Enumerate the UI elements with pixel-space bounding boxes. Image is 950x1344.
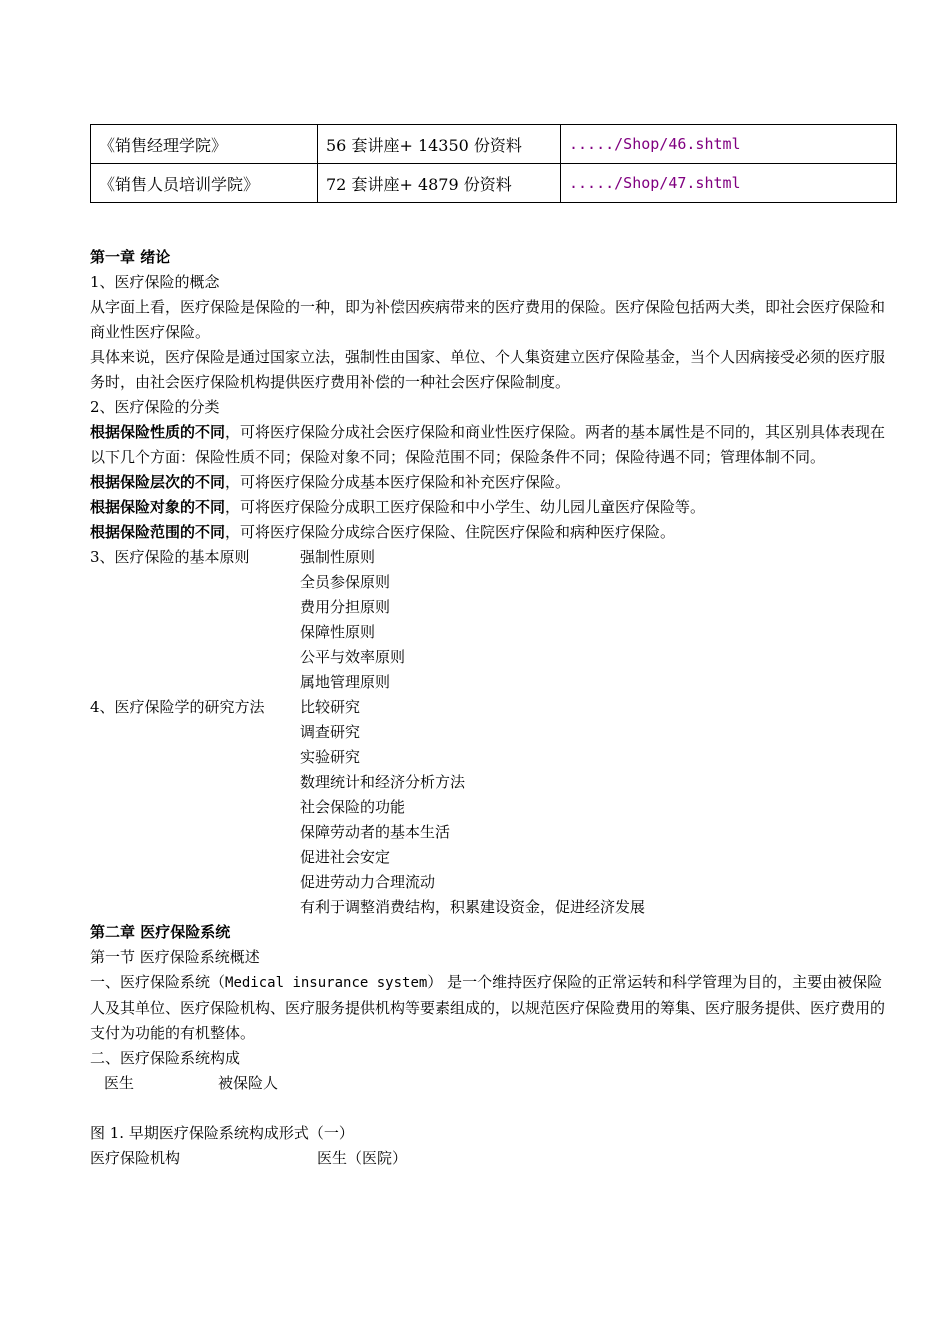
table-cell-link[interactable]: ...../Shop/46.shtml: [561, 125, 897, 164]
methods-first-row: [90, 695, 896, 720]
list-item: 促进劳动力合理流动: [300, 873, 436, 891]
chapter-1-title: 第一章 绪论: [90, 248, 171, 266]
diagram-label: 被保险人: [218, 1074, 279, 1092]
table-cell-name: 《销售人员培训学院》: [91, 164, 318, 203]
list-item: 费用分担原则: [300, 598, 391, 616]
resource-table: [90, 124, 897, 203]
paragraph-text: ，可将医疗保险分成综合医疗保险、住院医疗保险和病种医疗保险。: [225, 523, 676, 541]
list-item: 属地管理原则: [300, 673, 391, 691]
diagram-label: 医生: [104, 1074, 135, 1092]
paragraph: [90, 470, 896, 495]
section-heading: 二、医疗保险系统构成: [90, 1049, 241, 1067]
section-heading: 3、医疗保险的基本原则: [90, 548, 250, 566]
paragraph: 从字面上看，医疗保险是保险的一种，即为补偿因疾病带来的医疗费用的保险。医疗保险包括两大类，即社会医疗保险和商业性医疗保险。: [90, 298, 886, 341]
document-page: [90, 124, 896, 1171]
figure-caption: 图 1. 早期医疗保险系统构成形式（一）: [90, 1124, 354, 1142]
document-body: [90, 245, 896, 1171]
bold-lead: 根据保险层次的不同: [90, 473, 226, 491]
list-item: 公平与效率原则: [300, 648, 406, 666]
table-cell-desc: 56 套讲座+ 14350 份资料: [318, 125, 561, 164]
list-item: 有利于调整消费结构，积累建设资金，促进经济发展: [300, 898, 646, 916]
diagram-label: 医生（医院）: [317, 1149, 408, 1167]
table-cell-link[interactable]: ...../Shop/47.shtml: [561, 164, 897, 203]
section-heading: 第一节 医疗保险系统概述: [90, 948, 260, 966]
paragraph: [90, 420, 896, 470]
table-cell-name: 《销售经理学院》: [91, 125, 318, 164]
paragraph-text: ，可将医疗保险分成社会医疗保险和商业性医疗保险。两者的基本属性是不同的，其区别具体表现在以下几个方面：保险性质不同；保险对象不同；保险范围不同；保险条件不同；保险待遇不同；管理体制不同。: [90, 423, 886, 466]
principles-first-row: [90, 545, 896, 570]
spacer: [90, 1096, 896, 1121]
section-heading: 4、医疗保险学的研究方法: [90, 698, 265, 716]
table-cell-desc: 72 套讲座+ 4879 份资料: [318, 164, 561, 203]
section-heading: 1、医疗保险的概念: [90, 273, 220, 291]
paragraph: [90, 970, 896, 1046]
paragraph-text: 一、医疗保险系统（: [90, 973, 226, 991]
bold-lead: 根据保险性质的不同: [90, 423, 226, 441]
list-item: 强制性原则: [300, 548, 376, 566]
paragraph-text: ） 是一个维持医疗保险的正常运转和科学管理为目的，主要由被保险人及其单位、医疗保险机构、医疗服务提供机构等要素组成的，以规范医疗保险费用的筹集、医疗服务提供、医疗费用的支付为功能的有机整体。: [90, 973, 886, 1042]
list-item: 保障性原则: [300, 623, 376, 641]
list-item: 数理统计和经济分析方法: [300, 773, 466, 791]
list-item: 社会保险的功能: [300, 798, 406, 816]
paragraph: [90, 520, 896, 545]
diagram-label: 医疗保险机构: [90, 1149, 181, 1167]
list-item: 比较研究: [300, 698, 361, 716]
bold-lead: 根据保险对象的不同: [90, 498, 226, 516]
bold-lead: 根据保险范围的不同: [90, 523, 226, 541]
paragraph: 具体来说，医疗保险是通过国家立法，强制性由国家、单位、个人集资建立医疗保险基金，当个人因病接受必须的医疗服务时，由社会医疗保险机构提供医疗费用补偿的一种社会医疗保险制度。: [90, 348, 886, 391]
chapter-2-title: 第二章 医疗保险系统: [90, 923, 231, 941]
english-term: Medical insurance system: [225, 975, 428, 991]
list-item: 全员参保原则: [300, 573, 391, 591]
list-item: 保障劳动者的基本生活: [300, 823, 451, 841]
table-row: [91, 125, 897, 164]
paragraph: [90, 495, 896, 520]
list-item: 调查研究: [300, 723, 361, 741]
diagram-labels-1: [90, 1071, 896, 1096]
section-heading: 2、医疗保险的分类: [90, 398, 220, 416]
paragraph-text: ，可将医疗保险分成职工医疗保险和中小学生、幼儿园儿童医疗保险等。: [225, 498, 706, 516]
list-item: 促进社会安定: [300, 848, 391, 866]
paragraph-text: ，可将医疗保险分成基本医疗保险和补充医疗保险。: [225, 473, 571, 491]
diagram-labels-2: [90, 1146, 896, 1171]
table-row: [91, 164, 897, 203]
list-item: 实验研究: [300, 748, 361, 766]
